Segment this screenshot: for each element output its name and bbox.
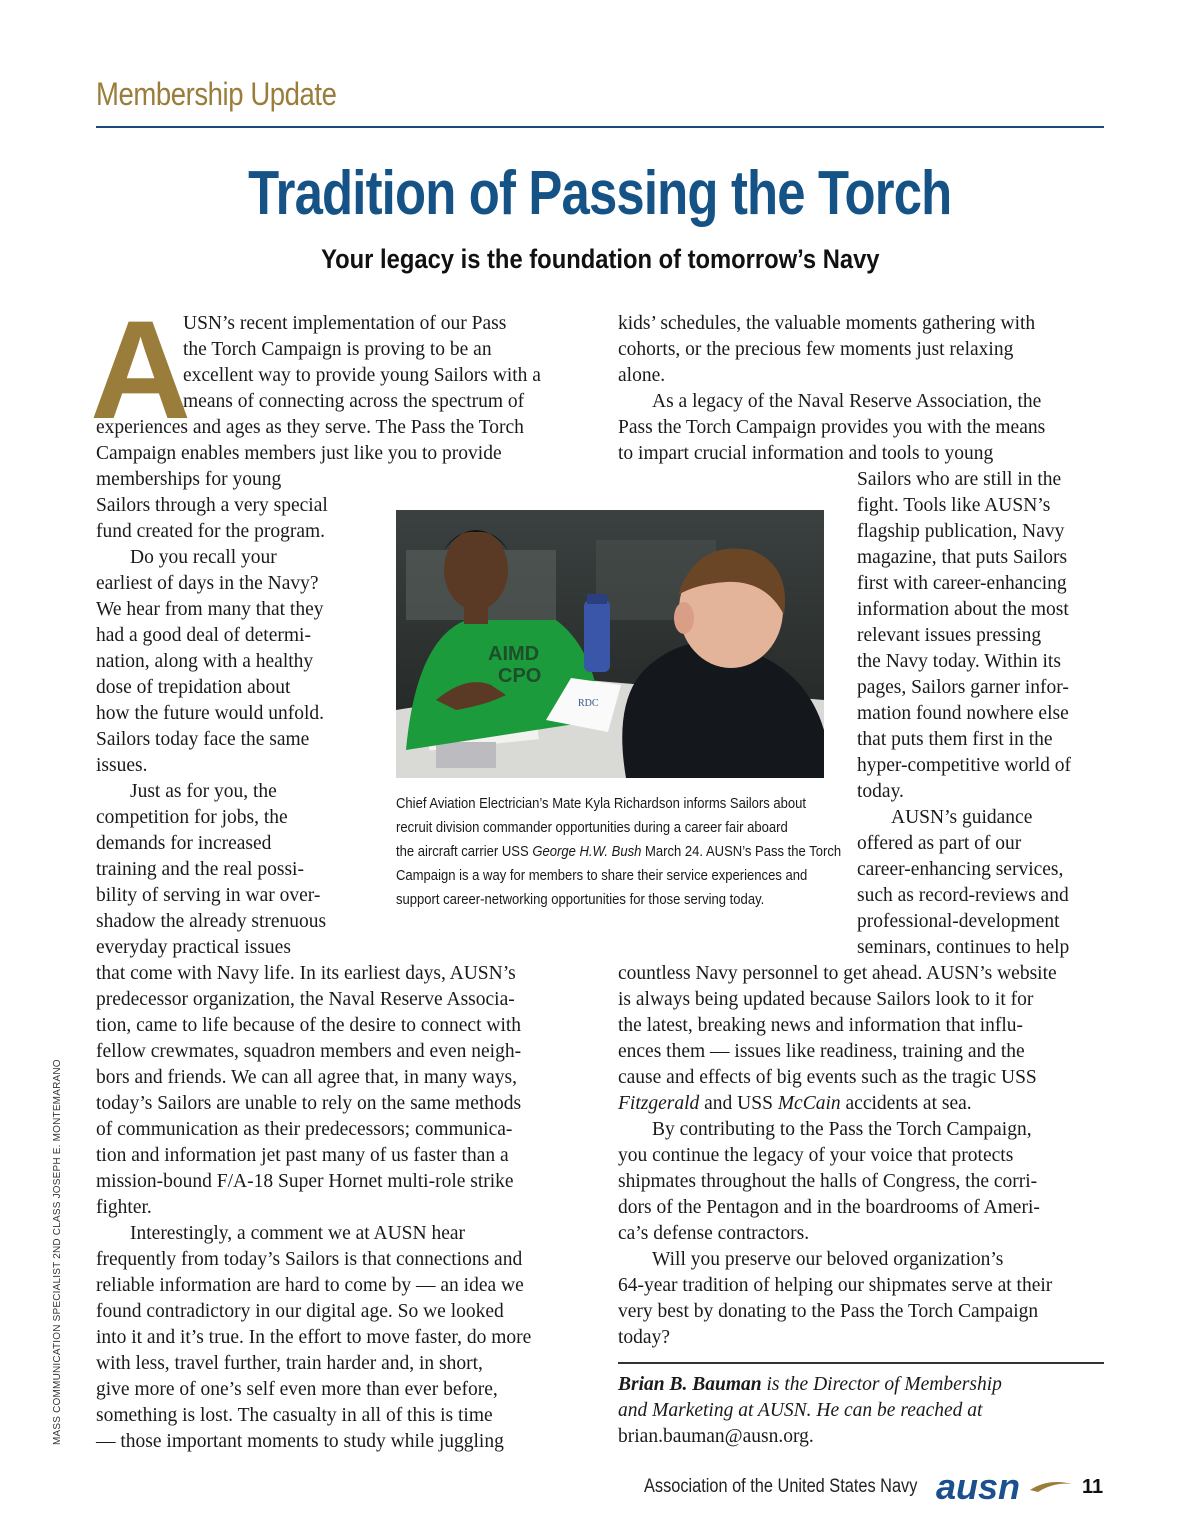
left-column-line: mission-bound F/A-18 Super Hornet multi-role strike — [96, 1171, 514, 1192]
drop-cap: A — [90, 291, 192, 448]
left-column-line: — those important moments to study while juggling — [96, 1431, 504, 1452]
ausn-logo — [936, 1466, 1020, 1508]
right-column-line: ca’s defense contractors. — [618, 1223, 810, 1244]
right-column-line: seminars, continues to help — [857, 937, 1070, 958]
left-column-line: tion and information jet past many of us faster than a — [96, 1145, 509, 1166]
caption-line: support career-networking opportunities for those serving today. — [396, 892, 765, 908]
left-column-line: with less, travel further, train harder and, in short, — [96, 1353, 483, 1374]
left-column-line: frequently from today’s Sailors is that connections and — [96, 1249, 523, 1270]
left-column-line: shadow the already strenuous — [96, 911, 327, 932]
ausn-logo-text: ausn — [936, 1466, 1021, 1507]
right-column-line: kids’ schedules, the valuable moments gathering with — [618, 313, 1036, 334]
left-column-line: give more of one’s self even more than ever before, — [96, 1379, 498, 1400]
right-column-line: alone. — [618, 365, 666, 386]
right-column-line: AUSN’s guidance — [891, 807, 1033, 828]
bio-rule — [618, 1362, 1104, 1364]
left-column-line: into it and it’s true. In the effort to move faster, do more — [96, 1327, 532, 1348]
right-column-line: is always being updated because Sailors look to it for — [618, 989, 1034, 1010]
left-column-line: Sailors today face the same — [96, 729, 310, 750]
left-column-line: something is lost. The casualty in all of this is time — [96, 1405, 493, 1426]
bio-line-1 — [618, 1372, 1002, 1398]
left-column-line: today’s Sailors are unable to rely on the same methods — [96, 1093, 522, 1114]
left-column-line: how the future would unfold. — [96, 703, 325, 724]
logo-swoosh-icon — [1028, 1476, 1074, 1502]
left-column-line: issues. — [96, 755, 148, 776]
right-column-line: career-enhancing services, — [857, 859, 1064, 880]
right-column-line: countless Navy personnel to get ahead. AUSN’s website — [618, 963, 1057, 984]
left-column-line: experiences and ages as they serve. The Pass the Torch — [96, 417, 524, 438]
right-column-line: you continue the legacy of your voice that protects — [618, 1145, 1014, 1166]
left-column-line: bors and friends. We can all agree that, in many ways, — [96, 1067, 517, 1088]
author-name: Brian B. Bauman — [618, 1374, 762, 1395]
left-column-line: dose of trepidation about — [96, 677, 291, 698]
right-column-line: to impart crucial information and tools to young — [618, 443, 994, 464]
left-column-line: reliable information are hard to come by — an idea we — [96, 1275, 524, 1296]
right-column-line: Sailors who are still in the — [857, 469, 1062, 490]
right-column-line: By contributing to the Pass the Torch Campaign, — [652, 1119, 1032, 1140]
right-column-line: cause and effects of big events such as the tragic USS — [618, 1067, 1037, 1088]
left-column-line: of communication as their predecessors; communica- — [96, 1119, 513, 1140]
right-column-line: mation found nowhere else — [857, 703, 1069, 724]
right-column-line: Pass the Torch Campaign provides you with the means — [618, 417, 1046, 438]
shirt-text-cpo: CPO — [498, 665, 542, 687]
left-column-line: nation, along with a healthy — [96, 651, 314, 672]
left-column-line: Campaign enables members just like you to provide — [96, 443, 502, 464]
left-column-line: found contradictory in our digital age. So we looked — [96, 1301, 504, 1322]
right-column-line: that puts them first in the — [857, 729, 1053, 750]
left-column-line: means of connecting across the spectrum of — [183, 391, 525, 412]
left-column-line: tion, came to life because of the desire to connect with — [96, 1015, 522, 1036]
left-column-line: fellow crewmates, squadron members and even neigh- — [96, 1041, 522, 1062]
header-rule — [96, 126, 1104, 128]
right-column-line: first with career-enhancing — [857, 573, 1067, 594]
left-column-line: had a good deal of determi- — [96, 625, 311, 646]
right-column-line: such as record-reviews and — [857, 885, 1069, 906]
photo-credit: MASS COMMUNICATION SPECIALIST 2ND CLASS JOSEPH E. MONTEMARANO — [52, 1059, 63, 1445]
right-column-line: magazine, that puts Sailors — [857, 547, 1068, 568]
headline — [0, 158, 1200, 229]
right-column-line: the latest, breaking news and information that influ- — [618, 1015, 1024, 1036]
left-column-line: Sailors through a very special — [96, 495, 328, 516]
right-column-line: relevant issues pressing — [857, 625, 1042, 646]
left-column-line: Interestingly, a comment we at AUSN hear — [130, 1223, 466, 1244]
subhead-text: Your legacy is the foundation of tomorrow’s Navy — [320, 244, 880, 274]
right-column-line: ences them — issues like readiness, training and the — [618, 1041, 1025, 1062]
bio-line-1-rest: is the Director of Membership — [761, 1374, 1002, 1395]
right-column-line: shipmates throughout the halls of Congress, the corri- — [618, 1171, 1038, 1192]
right-column-line: cohorts, or the precious few moments just relaxing — [618, 339, 1014, 360]
left-column-line: the Torch Campaign is proving to be an — [183, 339, 492, 360]
left-column-line: USN’s recent implementation of our Pass — [183, 313, 507, 334]
left-column-line: bility of serving in war over- — [96, 885, 321, 906]
footer-org: Association of the United States Navy — [644, 1476, 918, 1497]
left-column-line: competition for jobs, the — [96, 807, 288, 828]
left-column-line: that come with Navy life. In its earliest days, AUSN’s — [96, 963, 516, 984]
left-column-line: excellent way to provide young Sailors with a — [183, 365, 541, 386]
shirt-text-aimd: AIMD — [488, 643, 540, 665]
photo-illustration — [396, 510, 824, 778]
right-column-line: the Navy today. Within its — [857, 651, 1061, 672]
left-column-line: everyday practical issues — [96, 937, 291, 958]
right-column-line: professional-development — [857, 911, 1060, 932]
left-column-line: earliest of days in the Navy? — [96, 573, 319, 594]
caption-line: Campaign is a way for members to share their service experiences and — [396, 868, 808, 884]
subhead — [0, 244, 1200, 275]
left-column-line: Just as for you, the — [130, 781, 277, 802]
right-column-line: dors of the Pentagon and in the boardrooms of Ameri- — [618, 1197, 1040, 1218]
left-column-line: fighter. — [96, 1197, 152, 1218]
right-column-line: today. — [857, 781, 904, 802]
left-column-line: memberships for young — [96, 469, 282, 490]
right-column-line: flagship publication, Navy — [857, 521, 1065, 542]
page-number: 11 — [1082, 1476, 1104, 1498]
career-fair-photo — [396, 510, 824, 778]
left-column-line: demands for increased — [96, 833, 272, 854]
right-column-line: fight. Tools like AUSN’s — [857, 495, 1051, 516]
left-column-line: training and the real possi- — [96, 859, 304, 880]
right-column-line: Fitzgerald and USS McCain accidents at sea. — [618, 1093, 972, 1114]
author-email[interactable]: brian.bauman@ausn.org. — [618, 1426, 814, 1447]
placard-text-rdc: RDC — [578, 698, 599, 709]
right-column-line: As a legacy of the Naval Reserve Association, the — [652, 391, 1042, 412]
left-column-line: Do you recall your — [130, 547, 277, 568]
right-column-line: offered as part of our — [857, 833, 1022, 854]
right-column-line: 64-year tradition of helping our shipmates serve at their — [618, 1275, 1053, 1296]
left-column-line: fund created for the program. — [96, 521, 326, 542]
right-column-line: today? — [618, 1327, 670, 1348]
caption-line: Chief Aviation Electrician’s Mate Kyla Richardson informs Sailors about — [396, 796, 807, 812]
right-column-line: Will you preserve our beloved organization’s — [652, 1249, 1004, 1270]
caption-line: the aircraft carrier USS George H.W. Bush March 24. AUSN’s Pass the Torch — [396, 844, 842, 860]
headline-text: Tradition of Passing the Torch — [248, 159, 952, 228]
bio-line-2: and Marketing at AUSN. He can be reached at — [618, 1400, 983, 1421]
right-column-line: very best by donating to the Pass the Torch Campaign — [618, 1301, 1039, 1322]
right-column-line: information about the most — [857, 599, 1069, 620]
left-column-line: predecessor organization, the Naval Reserve Associa- — [96, 989, 515, 1010]
section-label: Membership Update — [96, 76, 337, 112]
caption-line: recruit division commander opportunities during a career fair aboard — [396, 820, 788, 836]
right-column-line: hyper-competitive world of — [857, 755, 1072, 776]
left-column-line: We hear from many that they — [96, 599, 324, 620]
right-column-line: pages, Sailors garner infor- — [857, 677, 1069, 698]
